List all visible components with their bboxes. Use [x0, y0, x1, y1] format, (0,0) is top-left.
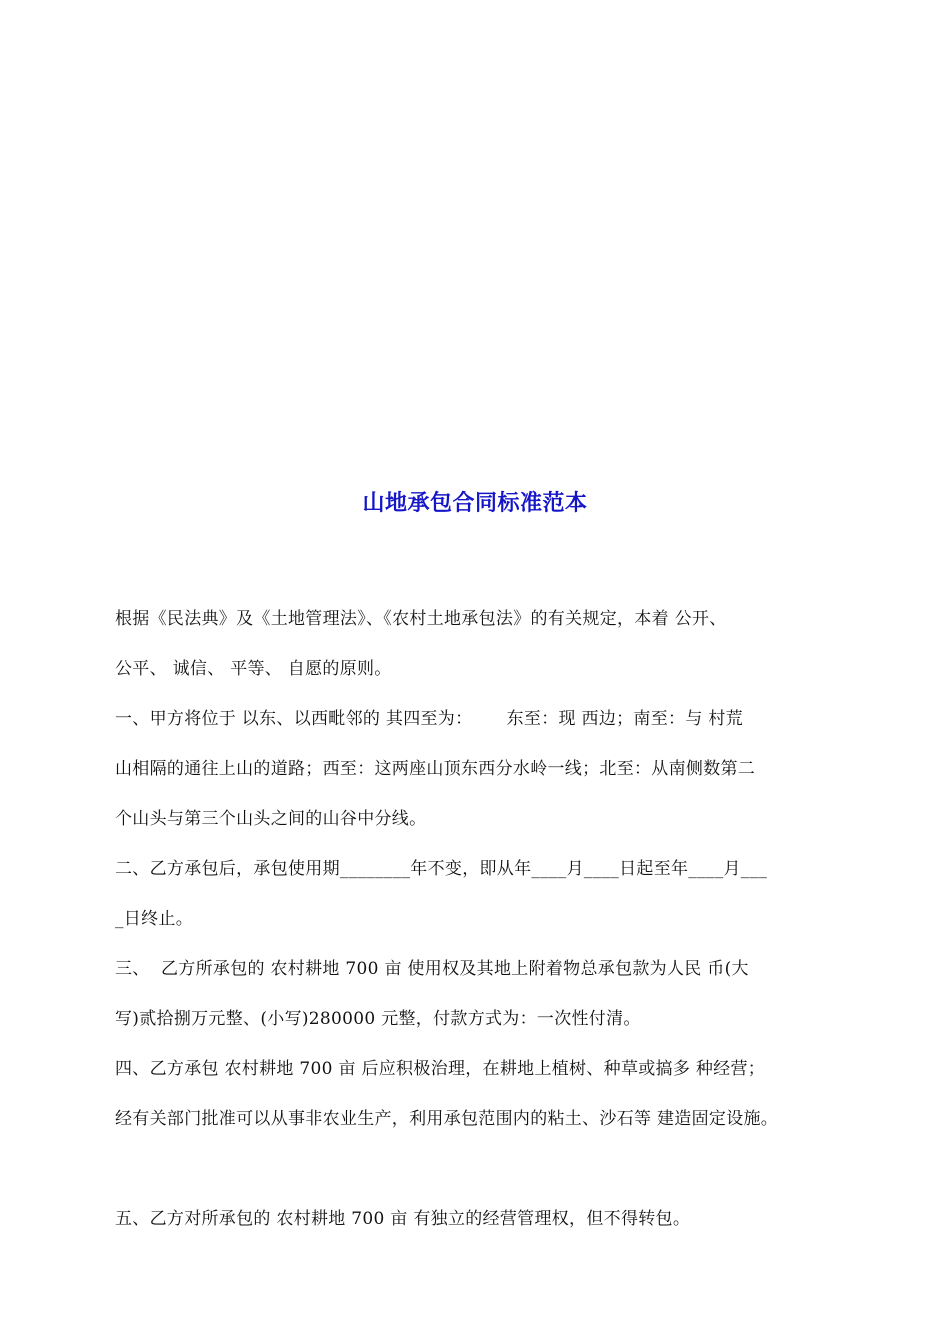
clause-2-line-1: 二、乙方承包后，承包使用期________年不变，即从年____月____日起至年____月___ [115, 859, 768, 879]
clause-4-line-1: 四、乙方承包 农村耕地 700 亩 后应积极治理，在耕地上植树、种草或搞多 种经营； [115, 1059, 766, 1079]
clause-3-line-1: 三、 乙方所承包的 农村耕地 700 亩 使用权及其地上附着物总承包款为人民 币(大 [115, 959, 749, 979]
clause-2-line-2: _日终止。 [115, 909, 193, 929]
clause-1-line-3: 个山头与第三个山头之间的山谷中分线。 [115, 809, 427, 829]
document-title: 山地承包合同标准范本 [362, 491, 588, 516]
clause-5-line-1: 五、乙方对所承包的 农村耕地 700 亩 有独立的经营管理权，但不得转包。 [115, 1209, 691, 1229]
paragraph-preamble-line-1: 根据《民法典》及《土地管理法》、《农村土地承包法》的有关规定，本着 公开、 [115, 609, 727, 629]
clause-1-line-1: 一、甲方将位于 以东、以西毗邻的 其四至为： 东至：现 西边；南至：与 村荒 [115, 709, 743, 729]
paragraph-preamble-line-2: 公平、 诚信、 平等、 自愿的原则。 [115, 659, 392, 679]
clause-1-line-2: 山相隔的通往上山的道路；西至：这两座山顶东西分水岭一线；北至：从南侧数第二 [115, 759, 756, 779]
clause-3-line-2: 写)贰拾捌万元整、(小写)280000 元整，付款方式为：一次性付清。 [115, 1009, 641, 1029]
clause-4-line-2: 经有关部门批准可以从事非农业生产，利用承包范围内的粘土、沙石等 建造固定设施。 [115, 1109, 779, 1129]
